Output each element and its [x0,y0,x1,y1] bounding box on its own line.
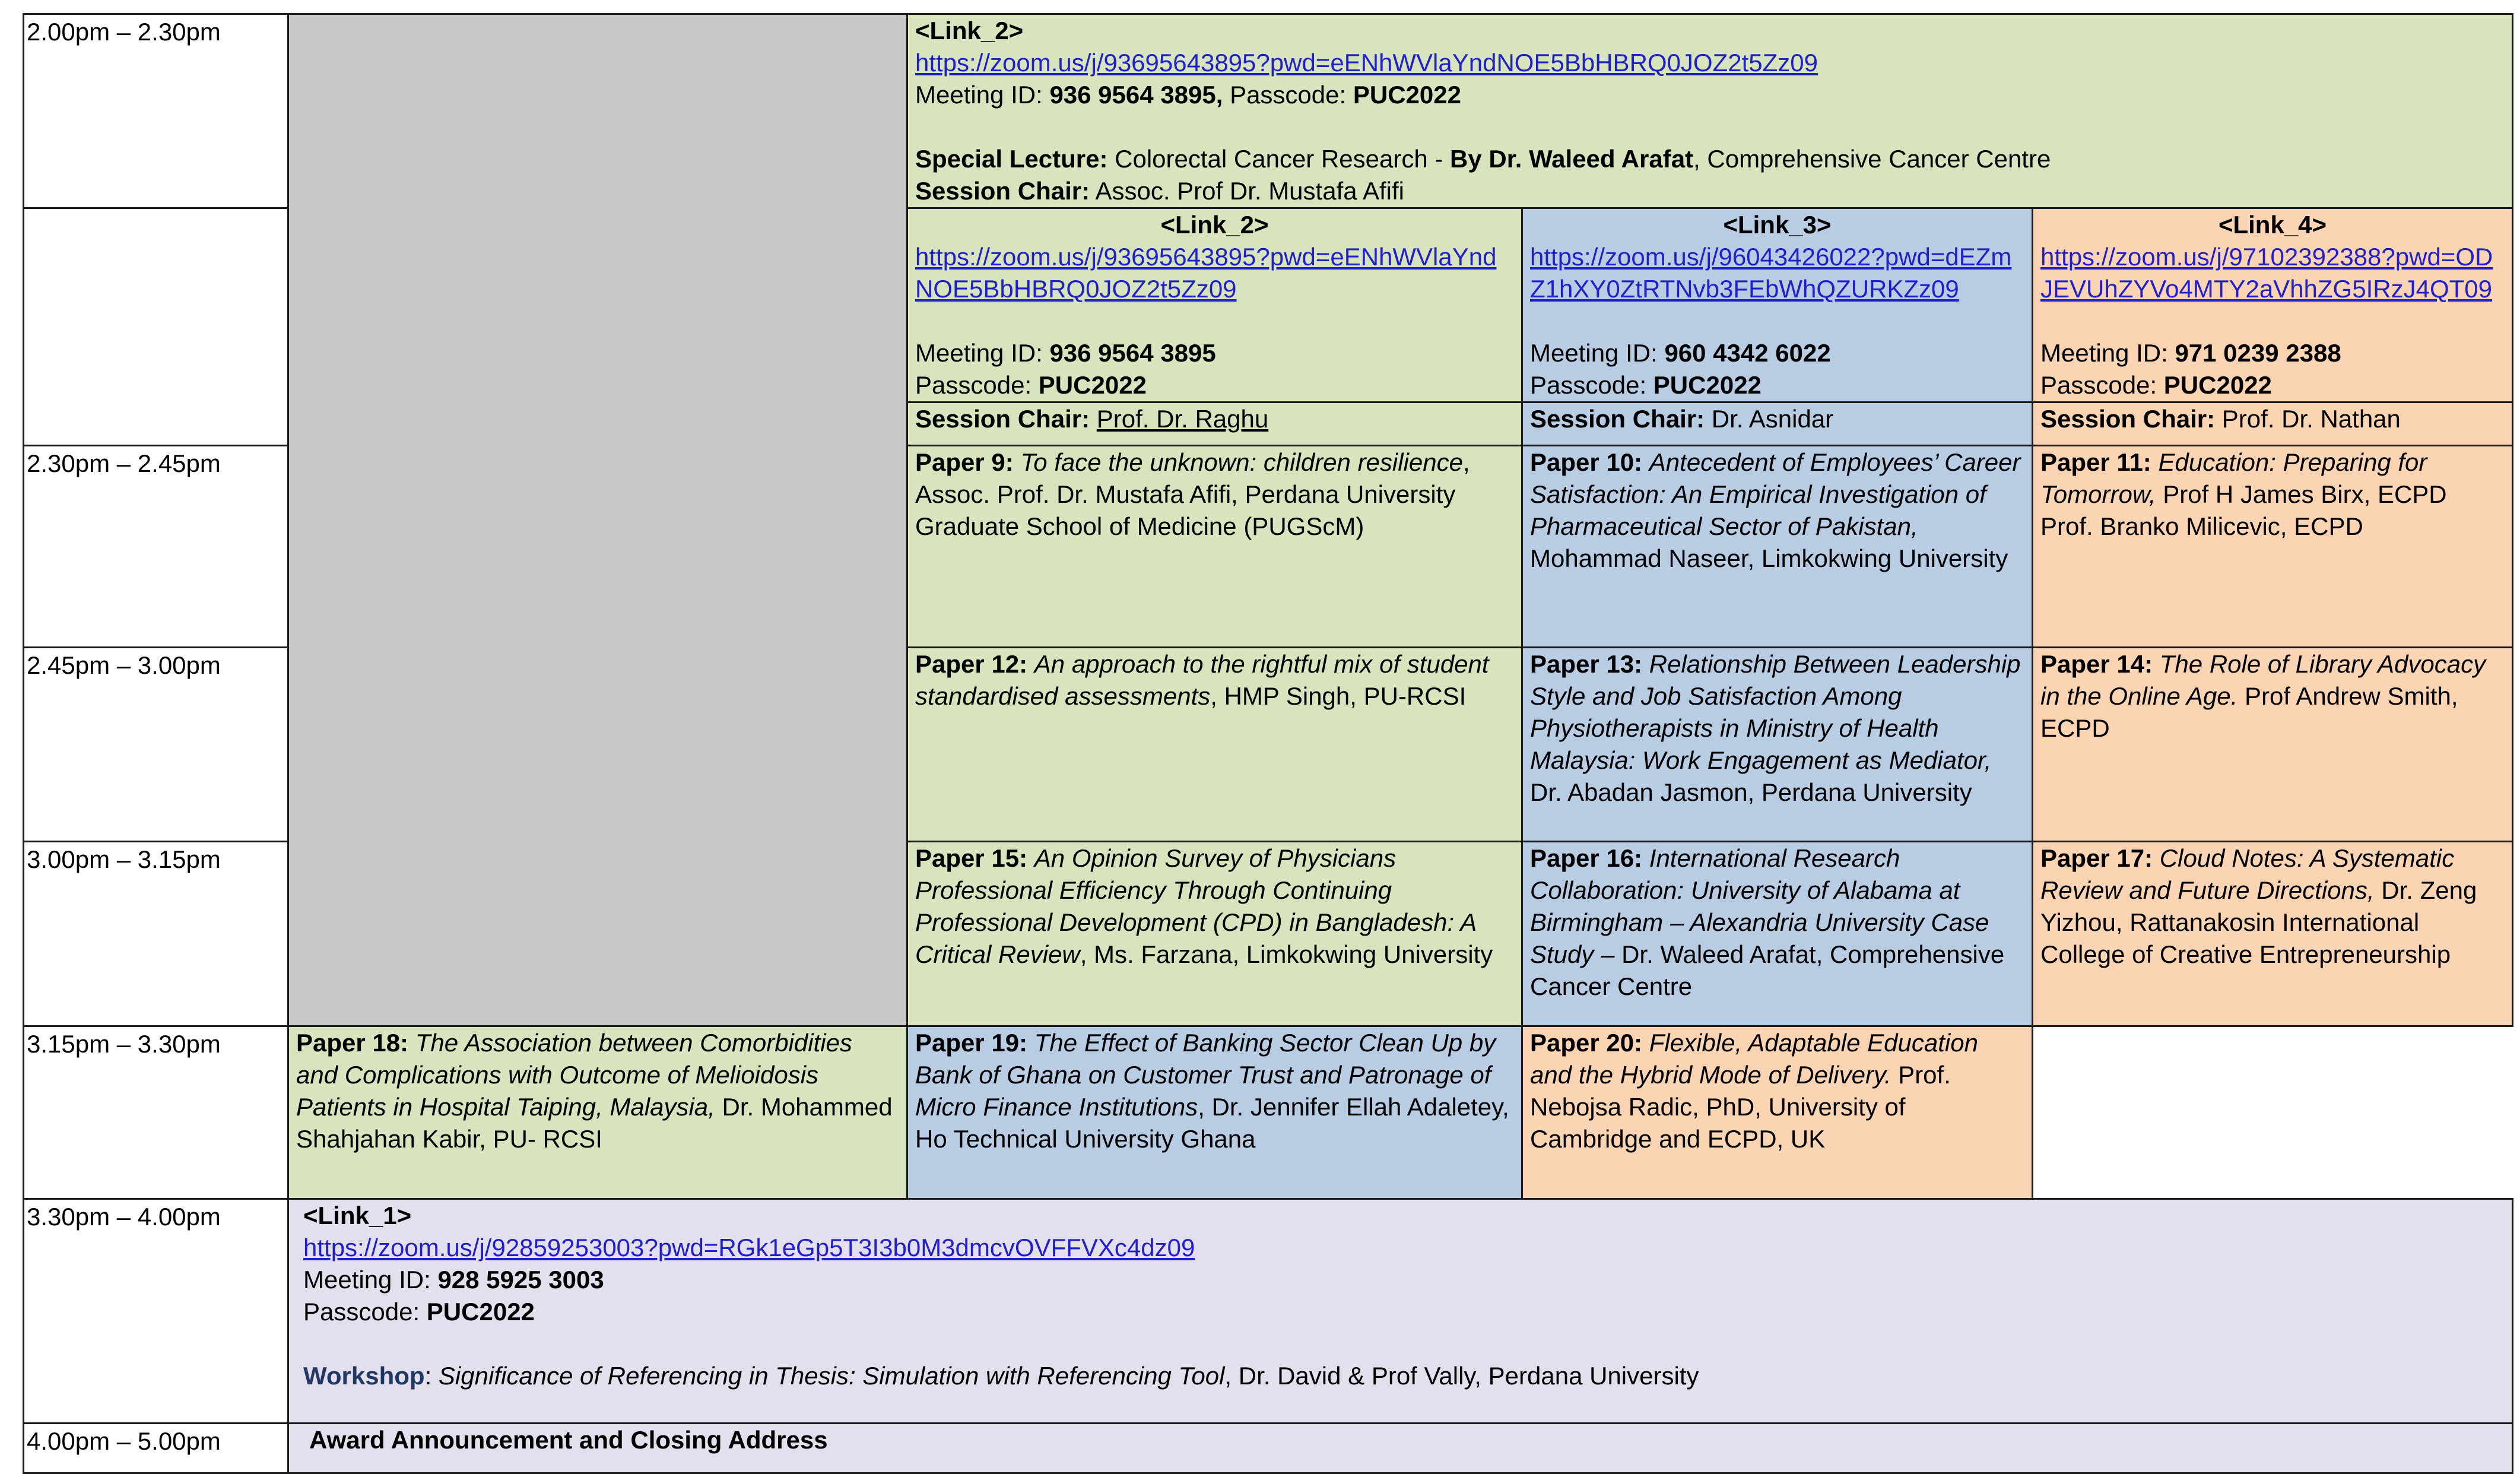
workshop-colon: : [424,1362,439,1390]
paper-cell [288,1026,907,1199]
zoom-link[interactable]: https://zoom.us/j/93695643895?pwd=eENhWVlaYndNOE5BbHBRQ0JOZ2t5Zz09 [915,49,1818,77]
paper-authors: , Assoc. Prof. Dr. Mustafa Afifi, Perdana University Graduate School of Medicine (PUGScM) [915,448,1470,540]
meeting-id-label: Meeting ID: [915,339,1043,367]
passcode: PUC2022 [2163,371,2272,399]
passcode-label: Passcode: [915,371,1032,399]
paper-label: Paper 13: [1530,650,1643,678]
paper-authors: Prof Andrew Smith, ECPD [2040,682,2458,742]
meeting-id: 971 0239 2388 [2175,339,2341,367]
time-slot-empty [24,208,288,446]
paper-title: The Effect of Banking Sector Clean Up by Bank of Ghana on Customer Trust and Patronage of Micro Finance Institutions [915,1029,1496,1121]
link-label: <Link_4> [2218,211,2327,239]
passcode-label: Passcode: [2040,371,2157,399]
workshop-label: Workshop [303,1362,425,1390]
lecture-org: , Comprehensive Cancer Centre [1693,145,2051,173]
paper-label: Paper 14: [2040,650,2153,678]
session-chair-cell [1522,402,2033,446]
time-slot: 2.30pm – 2.45pm [24,446,288,648]
passcode: PUC2022 [1353,81,1461,109]
closing-text: Award Announcement and Closing Address [309,1426,828,1454]
row-slot [24,1026,2513,1199]
paper-authors: Dr. Zeng Yizhou, Rattanakosin International College of Creative Entrepreneurship [2040,876,2477,968]
paper-title: Antecedent of Employees’ Career Satisfaction: An Empirical Investigation of Pharmaceutical Sector of Pakistan, [1530,448,2021,540]
passcode: PUC2022 [1653,371,1762,399]
time-slot: 4.00pm – 5.00pm [24,1424,288,1473]
paper-title: An Opinion Survey of Physicians Professional Efficiency Through Continuing Professional Development (CPD) in Bangladesh: A Critical Review [915,844,1476,968]
row-closing [24,1424,2513,1473]
paper-title: An approach to the rightful mix of student standardised assessments [915,650,1489,710]
zoom-link[interactable]: https://zoom.us/j/93695643895?pwd=eENhWVlaYndNOE5BbHBRQ0JOZ2t5Zz09 [915,243,1497,303]
paper-cell [1522,446,2033,648]
paper-cell [907,842,1522,1026]
paper-extra-author: Prof. Branko Milicevic, ECPD [2040,512,2363,540]
meeting-id-label: Meeting ID: [1530,339,1658,367]
paper-title: The Role of Library Advocacy in the Online Age. [2040,650,2486,710]
paper-cell [2033,648,2513,842]
closing-cell [288,1424,2513,1473]
link-label: <Link_2> [1160,211,1269,239]
paper-authors: Dr. Abadan Jasmon, Perdana University [1530,778,1972,806]
plenary-cell [907,14,2513,208]
paper-cell [907,446,1522,648]
passcode: PUC2022 [426,1298,535,1326]
paper-title: Cloud Notes: A Systematic Review and Future Directions, [2040,844,2455,904]
passcode-label: Passcode: [1230,81,1347,109]
zoom-link[interactable]: https://zoom.us/j/96043426022?pwd=dEZmZ1hXY0ZtRTNvb3FEbWhQZURKZz09 [1530,243,2012,303]
chair-label: Session Chair: [2040,405,2216,433]
session-chair: Prof. Dr. Raghu [1096,405,1269,433]
meeting-id: 936 9564 3895 [1049,339,1216,367]
meeting-id: 960 4342 6022 [1664,339,1831,367]
paper-title: Relationship Between Leadership Style and Job Satisfaction Among Physiotherapists in Ministry of Health Malaysia: Work Engagement as Mediator, [1530,650,2021,774]
paper-title: Flexible, Adaptable Education and the Hybrid Mode of Delivery. [1530,1029,1978,1089]
link-label: <Link_3> [1723,211,1832,239]
paper-label: Paper 10: [1530,448,1643,476]
paper-cell [2033,446,2513,648]
paper-cell [1522,842,2033,1026]
paper-title: The Association between Comorbidities and Complications with Outcome of Melioidosis Patients in Hospital Taiping, Malaysia, [296,1029,852,1121]
lecture-label: Special Lecture: [915,145,1108,173]
chair-label: Session Chair: [1530,405,1705,433]
workshop-authors: , Dr. David & Prof Vally, Perdana University [1224,1362,1699,1390]
chair-label: Session Chair: [915,177,1090,205]
session-chair: Dr. Asnidar [1711,405,1834,433]
link-label: <Link_1> [303,1202,412,1229]
time-slot: 2.00pm – 2.30pm [24,14,288,208]
zoom-link[interactable]: https://zoom.us/j/97102392388?pwd=ODJEVUhZYVo4MTY2aVhhZG5IRzJ4QT09 [2040,243,2493,303]
session-chair: Assoc. Prof Dr. Mustafa Afifi [1095,177,1404,205]
zoom-link[interactable]: https://zoom.us/j/92859253003?pwd=RGk1eGp5T3I3b0M3dmcvOVFFVXc4dz09 [303,1234,1195,1261]
link-label: <Link_2> [915,17,1024,45]
row-plenary [24,14,2513,208]
passcode: PUC2022 [1038,371,1147,399]
paper-authors: , Ms. Farzana, Limkokwing University [1080,940,1493,968]
paper-authors: , HMP Singh, PU-RCSI [1210,682,1467,710]
workshop-title: Significance of Referencing in Thesis: Simulation with Referencing Tool [438,1362,1225,1390]
paper-title: Education: Preparing for Tomorrow, [2040,448,2427,508]
paper-label: Paper 19: [915,1029,1028,1057]
meeting-id-label: Meeting ID: [303,1266,431,1294]
paper-cell [1522,1026,2033,1199]
paper-cell [907,648,1522,842]
workshop-cell [288,1199,2513,1424]
meeting-id-label: Meeting ID: [2040,339,2168,367]
paper-label: Paper 20: [1530,1029,1643,1057]
chair-label: Session Chair: [915,405,1090,433]
paper-cell [1522,648,2033,842]
session-chair: Prof. Dr. Nathan [2221,405,2401,433]
paper-label: Paper 17: [2040,844,2153,872]
meeting-id: 936 9564 3895, [1049,81,1223,109]
blank-column [288,14,907,1026]
row-workshop [24,1199,2513,1424]
paper-cell [907,1026,1522,1199]
paper-label: Paper 15: [915,844,1028,872]
room-link-cell [907,208,1522,402]
paper-authors: , Dr. Jennifer Ellah Adaletey, Ho Technical University Ghana [915,1093,1509,1153]
paper-authors: – Dr. Waleed Arafat, Comprehensive Cancer Centre [1530,940,2005,1000]
schedule-table [23,13,2513,1474]
room-link-cell [2033,208,2513,402]
session-chair-cell [907,402,1522,446]
passcode-label: Passcode: [1530,371,1647,399]
time-slot: 3.00pm – 3.15pm [24,842,288,1026]
paper-authors: Dr. Mohammed Shahjahan Kabir, PU- RCSI [296,1093,893,1153]
time-slot: 3.15pm – 3.30pm [24,1026,288,1199]
paper-label: Paper 18: [296,1029,409,1057]
meeting-id: 928 5925 3003 [437,1266,604,1294]
passcode-label: Passcode: [303,1298,420,1326]
room-link-cell [1522,208,2033,402]
paper-title: International Research Collaboration: University of Alabama at Birmingham – Alexandria University Case Study [1530,844,1989,968]
paper-label: Paper 9: [915,448,1014,476]
paper-label: Paper 16: [1530,844,1643,872]
time-slot: 3.30pm – 4.00pm [24,1199,288,1424]
paper-label: Paper 11: [2040,448,2151,476]
lecture-speaker: By Dr. Waleed Arafat [1450,145,1694,173]
meeting-id-label: Meeting ID: [915,81,1043,109]
time-slot: 2.45pm – 3.00pm [24,648,288,842]
session-chair-cell [2033,402,2513,446]
paper-cell [2033,842,2513,1026]
paper-authors: Prof H James Birx, ECPD [2156,480,2447,508]
paper-label: Paper 12: [915,650,1028,678]
paper-authors: Mohammad Naseer, Limkokwing University [1530,544,2008,572]
lecture-title: Colorectal Cancer Research - [1115,145,1451,173]
paper-authors: Prof. Nebojsa Radic, PhD, University of Cambridge and ECPD, UK [1530,1061,1951,1153]
paper-title: To face the unknown: children resilience [1020,448,1463,476]
